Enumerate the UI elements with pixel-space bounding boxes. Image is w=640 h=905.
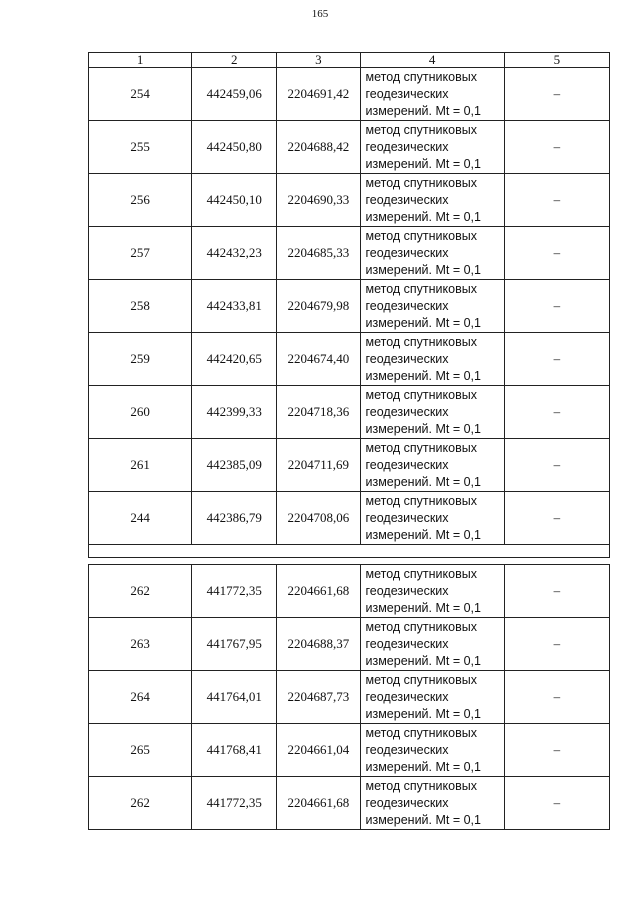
x-coordinate-cell: 442399,33 <box>192 386 277 439</box>
method-line: метод спутниковых <box>365 387 477 402</box>
table-row <box>89 68 610 121</box>
x-coordinate-cell: 441764,01 <box>192 671 277 724</box>
method-line: геодезических <box>365 86 449 101</box>
method-line: метод спутниковых <box>365 281 477 296</box>
separator-row <box>89 545 610 558</box>
table-row <box>89 386 610 439</box>
y-coordinate-cell: 2204679,98 <box>277 280 360 333</box>
x-coordinate-cell: 442432,23 <box>192 227 277 280</box>
note-cell: – <box>504 565 609 618</box>
x-coordinate-cell: 442450,10 <box>192 174 277 227</box>
y-coordinate-cell: 2204685,33 <box>277 227 360 280</box>
method-cell <box>360 174 504 227</box>
method-line: измерений. Mt = 0,1 <box>365 421 481 436</box>
method-line: геодезических <box>365 351 449 366</box>
method-line: метод спутниковых <box>365 334 477 349</box>
table-row <box>89 174 610 227</box>
x-coordinate-cell: 442450,80 <box>192 121 277 174</box>
table-row <box>89 565 610 618</box>
method-cell <box>360 121 504 174</box>
note-cell: – <box>504 227 609 280</box>
method-line: измерений. Mt = 0,1 <box>365 368 481 383</box>
coordinates-table-group-2 <box>88 564 610 830</box>
note-cell: – <box>504 618 609 671</box>
method-line: метод спутниковых <box>365 122 477 137</box>
method-line: геодезических <box>365 510 449 525</box>
method-cell <box>360 618 504 671</box>
header-cell-4: 4 <box>360 53 504 68</box>
y-coordinate-cell: 2204687,73 <box>277 671 360 724</box>
method-line: метод спутниковых <box>365 440 477 455</box>
x-coordinate-cell: 441767,95 <box>192 618 277 671</box>
header-cell-1: 1 <box>89 53 192 68</box>
point-number-cell: 254 <box>89 68 192 121</box>
separator-cell <box>89 545 610 558</box>
method-line: геодезических <box>365 636 449 651</box>
method-line: геодезических <box>365 742 449 757</box>
table-row <box>89 227 610 280</box>
point-number-cell: 264 <box>89 671 192 724</box>
note-cell: – <box>504 492 609 545</box>
method-line: метод спутниковых <box>365 672 477 687</box>
table-row <box>89 121 610 174</box>
header-cell-5: 5 <box>504 53 609 68</box>
y-coordinate-cell: 2204691,42 <box>277 68 360 121</box>
method-line: измерений. Mt = 0,1 <box>365 156 481 171</box>
header-row <box>89 53 610 68</box>
method-line: геодезических <box>365 245 449 260</box>
note-cell: – <box>504 121 609 174</box>
note-cell: – <box>504 280 609 333</box>
table-row <box>89 280 610 333</box>
method-line: измерений. Mt = 0,1 <box>365 474 481 489</box>
table-row <box>89 618 610 671</box>
method-cell <box>360 724 504 777</box>
point-number-cell: 260 <box>89 386 192 439</box>
x-coordinate-cell: 442386,79 <box>192 492 277 545</box>
method-cell <box>360 333 504 386</box>
note-cell: – <box>504 777 609 830</box>
x-coordinate-cell: 441772,35 <box>192 565 277 618</box>
y-coordinate-cell: 2204688,37 <box>277 618 360 671</box>
method-line: метод спутниковых <box>365 619 477 634</box>
coordinates-table-group-1 <box>88 52 610 558</box>
note-cell: – <box>504 671 609 724</box>
method-line: метод спутниковых <box>365 725 477 740</box>
note-cell: – <box>504 724 609 777</box>
x-coordinate-cell: 442459,06 <box>192 68 277 121</box>
table-row <box>89 492 610 545</box>
note-cell: – <box>504 68 609 121</box>
point-number-cell: 262 <box>89 565 192 618</box>
method-cell <box>360 386 504 439</box>
y-coordinate-cell: 2204708,06 <box>277 492 360 545</box>
method-line: измерений. Mt = 0,1 <box>365 103 481 118</box>
method-line: геодезических <box>365 457 449 472</box>
point-number-cell: 261 <box>89 439 192 492</box>
x-coordinate-cell: 442385,09 <box>192 439 277 492</box>
method-cell <box>360 565 504 618</box>
y-coordinate-cell: 2204690,33 <box>277 174 360 227</box>
method-line: геодезических <box>365 404 449 419</box>
point-number-cell: 257 <box>89 227 192 280</box>
method-line: геодезических <box>365 298 449 313</box>
coordinates-table <box>88 52 610 830</box>
method-line: геодезических <box>365 139 449 154</box>
method-line: метод спутниковых <box>365 175 477 190</box>
method-cell <box>360 777 504 830</box>
y-coordinate-cell: 2204674,40 <box>277 333 360 386</box>
method-line: геодезических <box>365 192 449 207</box>
header-cell-3: 3 <box>277 53 360 68</box>
method-line: метод спутниковых <box>365 566 477 581</box>
method-line: измерений. Mt = 0,1 <box>365 706 481 721</box>
method-line: измерений. Mt = 0,1 <box>365 759 481 774</box>
method-line: измерений. Mt = 0,1 <box>365 315 481 330</box>
y-coordinate-cell: 2204718,36 <box>277 386 360 439</box>
y-coordinate-cell: 2204711,69 <box>277 439 360 492</box>
table-row <box>89 777 610 830</box>
method-line: метод спутниковых <box>365 493 477 508</box>
method-cell <box>360 671 504 724</box>
method-cell <box>360 68 504 121</box>
x-coordinate-cell: 442420,65 <box>192 333 277 386</box>
note-cell: – <box>504 386 609 439</box>
note-cell: – <box>504 439 609 492</box>
y-coordinate-cell: 2204688,42 <box>277 121 360 174</box>
method-line: геодезических <box>365 795 449 810</box>
method-cell <box>360 227 504 280</box>
table-row <box>89 333 610 386</box>
x-coordinate-cell: 441768,41 <box>192 724 277 777</box>
point-number-cell: 255 <box>89 121 192 174</box>
point-number-cell: 258 <box>89 280 192 333</box>
method-line: измерений. Mt = 0,1 <box>365 262 481 277</box>
header-cell-2: 2 <box>192 53 277 68</box>
page-number: 165 <box>311 8 329 20</box>
table-row <box>89 671 610 724</box>
method-line: геодезических <box>365 689 449 704</box>
note-cell: – <box>504 333 609 386</box>
y-coordinate-cell: 2204661,68 <box>277 565 360 618</box>
method-line: геодезических <box>365 583 449 598</box>
point-number-cell: 262 <box>89 777 192 830</box>
table-row <box>89 724 610 777</box>
point-number-cell: 263 <box>89 618 192 671</box>
x-coordinate-cell: 442433,81 <box>192 280 277 333</box>
point-number-cell: 265 <box>89 724 192 777</box>
method-line: измерений. Mt = 0,1 <box>365 209 481 224</box>
method-line: измерений. Mt = 0,1 <box>365 527 481 542</box>
method-line: метод спутниковых <box>365 69 477 84</box>
y-coordinate-cell: 2204661,68 <box>277 777 360 830</box>
method-line: измерений. Mt = 0,1 <box>365 812 481 827</box>
method-line: метод спутниковых <box>365 778 477 793</box>
point-number-cell: 256 <box>89 174 192 227</box>
point-number-cell: 259 <box>89 333 192 386</box>
point-number-cell: 244 <box>89 492 192 545</box>
x-coordinate-cell: 441772,35 <box>192 777 277 830</box>
method-cell <box>360 439 504 492</box>
y-coordinate-cell: 2204661,04 <box>277 724 360 777</box>
method-cell <box>360 492 504 545</box>
method-cell <box>360 280 504 333</box>
method-line: измерений. Mt = 0,1 <box>365 653 481 668</box>
note-cell: – <box>504 174 609 227</box>
method-line: метод спутниковых <box>365 228 477 243</box>
table-row <box>89 439 610 492</box>
method-line: измерений. Mt = 0,1 <box>365 600 481 615</box>
